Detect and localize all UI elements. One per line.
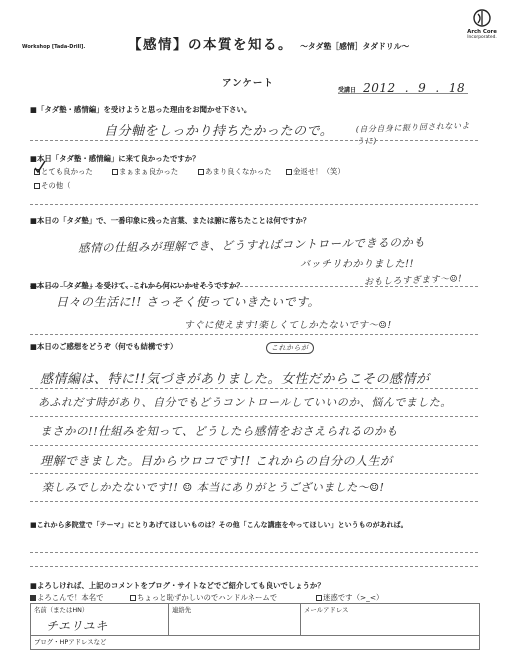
q7-option-handle-name[interactable]: [130, 592, 277, 603]
q5-answer-line: 楽しみでしかたないです!! ☺ 本当にありがとうございました〜☺!: [42, 481, 385, 494]
name-label: 名前（またはHN）: [34, 606, 89, 614]
q7-checkbox-decline[interactable]: [316, 595, 322, 601]
q4-answer-line1: 日々の生活に!! さっそく使っていきたいです。: [56, 295, 321, 309]
q7-question: ■よろしければ、上記のコメントをブログ・サイトなどでご紹介しても良いでしょうか？: [30, 581, 325, 590]
contact-row: [31, 604, 480, 636]
q2-option-fairly-good[interactable]: [112, 166, 178, 177]
q5-line: [30, 416, 478, 417]
q5-question: ■本日のご感想をどうぞ（何でも結構です）: [30, 342, 178, 351]
date-sep1: .: [404, 81, 410, 95]
q4-line: [30, 334, 478, 335]
q2-option-fairly-good-label: まぁまぁ良かった: [119, 167, 179, 176]
q3-answer-line2: バッチリわかりました!!: [300, 259, 415, 270]
q7-option-real-name-label: よろこんで！本名で: [37, 593, 104, 602]
page-title: [128, 33, 409, 53]
date-year: 2012: [363, 81, 396, 95]
blog-row: [31, 636, 480, 650]
name-value: チエリユキ: [46, 619, 108, 633]
logo-mark-icon: [472, 8, 492, 28]
q5-line: [30, 388, 478, 389]
blog-label: ブログ・HPアドレスなど: [34, 638, 107, 646]
q2-option-very-good-label: とても良かった: [41, 167, 93, 176]
date-sep2: .: [435, 81, 440, 95]
name-cell[interactable]: [31, 604, 169, 636]
blog-cell[interactable]: [31, 636, 480, 650]
q5-answer-line: あふれだす時があり、自分でもどうコントロールしていいのか、悩んでました。: [38, 396, 452, 409]
q2-option-other[interactable]: [34, 180, 71, 191]
q2-checkbox-fairly-good[interactable]: [112, 169, 118, 175]
q2-line: [30, 204, 478, 205]
date-underline: [338, 93, 468, 94]
q1-question: ■「タダ塾・感情編」を受けようと思った理由をお聞かせ下さい。: [30, 105, 252, 114]
q5-answer-line: 感情編は、特に!!気づきがありました。女性だからこその感情が: [40, 372, 430, 387]
workshop-label: Workshop [Tada-Drill].: [22, 44, 86, 50]
q3-answer-line1: 感情の仕組みが理解でき、どうすればコントロールできるのかも: [77, 234, 426, 256]
q6-question: ■これから多院堂で「テーマ」にとりあげてほしいものは？その他「こんな講座をやってほしい」というものがあれば。: [30, 521, 408, 529]
q5-answer-line: まさかの!!仕組みを知って、どうしたら感情をおさえられるのかも: [40, 424, 399, 438]
q2-option-other-label: その他（: [41, 181, 71, 190]
q4-answer-line2: すぐに使えます!楽しくてしかたないです〜☺!: [184, 320, 392, 331]
q1-note: (自分自身に振り回されないように): [355, 121, 471, 147]
q2-checkmark-icon: [33, 160, 47, 174]
date-month: 9: [418, 81, 427, 95]
email-label: メールアドレス: [304, 606, 349, 614]
q2-question: ■本日「タダ塾・感情編」に来て良かったですか？: [30, 154, 200, 163]
q4-question: ■本日の「タダ塾」を受けて、これから何にいかせそうですか？: [30, 281, 244, 290]
q5-line: [30, 445, 478, 446]
q3-answer-line3: おもしろすぎます〜☺!: [363, 274, 463, 288]
q5-insert-note: これからが: [266, 342, 314, 354]
q5-answer-line: 理解できました。目からウロコです!! これからの自分の人生が: [40, 454, 393, 468]
email-cell[interactable]: [301, 604, 480, 636]
arch-core-logo: [464, 8, 500, 50]
q6-line: [30, 566, 478, 567]
title-sub: 〜タダ塾［感情］タダドリル〜: [300, 42, 410, 51]
logo-line1: Arch Core: [467, 29, 497, 35]
q2-option-not-good-label: あまり良くなかった: [205, 167, 272, 176]
date-label: 受講日: [338, 87, 357, 94]
date-day: 18: [448, 81, 466, 95]
q7-option-decline-label: 迷惑です（>_<）: [323, 593, 384, 602]
q2-checkbox-other[interactable]: [34, 183, 40, 189]
q7-option-real-name[interactable]: [30, 592, 104, 603]
q2-option-not-good[interactable]: [198, 166, 272, 177]
contact-label: 連絡先: [172, 606, 192, 614]
q1-line: [30, 140, 478, 141]
q7-option-handle-name-label: ちょっと恥ずかしいのでハンドルネームで: [137, 593, 278, 602]
contact-table: [30, 603, 480, 650]
q2-option-refund-label: 金返せ！（笑）: [293, 167, 345, 176]
logo-line2: Incorporated.: [467, 35, 497, 40]
q2-checkbox-not-good[interactable]: [198, 169, 204, 175]
q1-answer: 自分軸をしっかり持ちたかったので。: [104, 124, 334, 139]
q7-checkbox-handle-name[interactable]: [130, 595, 136, 601]
q2-option-refund[interactable]: [286, 166, 345, 177]
q7-checkbox-real-name[interactable]: [30, 595, 36, 601]
contact-cell[interactable]: [169, 604, 301, 636]
q5-line: [30, 473, 478, 474]
q5-line: [30, 501, 478, 502]
q6-line: [30, 552, 478, 553]
q3-question: ■本日の「タダ塾」で、一番印象に残った言葉、または腑に落ちたことは何ですか？: [30, 216, 311, 225]
form-title: アンケート: [222, 78, 274, 89]
q2-checkbox-refund[interactable]: [286, 169, 292, 175]
title-main: 【感情】の本質を知る。: [128, 37, 293, 53]
q7-option-decline[interactable]: [316, 592, 383, 603]
